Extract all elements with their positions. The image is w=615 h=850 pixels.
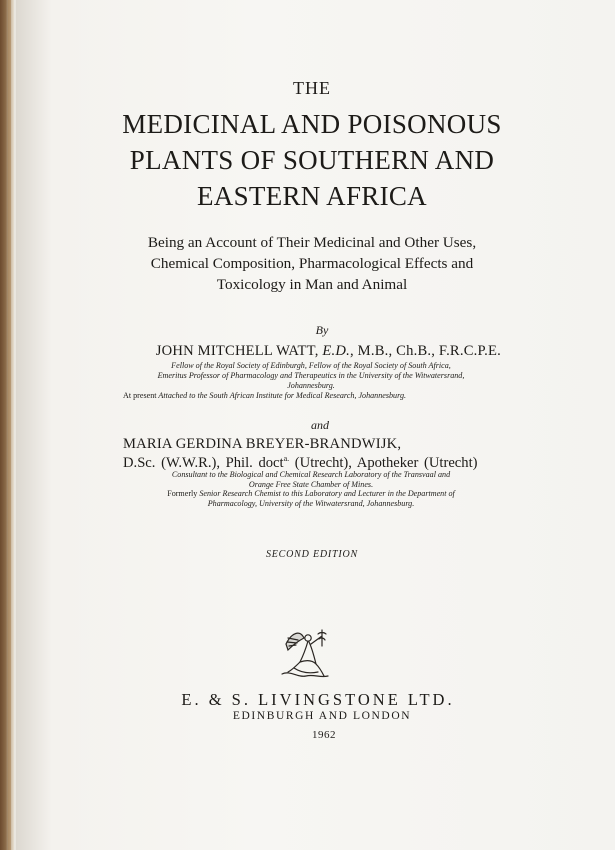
author-2-formerly-line-1 [121, 489, 501, 499]
author-2-formerly [121, 489, 501, 509]
title-the: THE [293, 78, 331, 98]
author-2-formerly-prefix: Formerly [167, 489, 198, 498]
subtitle-line-2: Chemical Composition, Pharmacological Effects and [150, 255, 474, 272]
author-2-name: MARIA GERDINA BREYER-BRANDWIJK, [123, 436, 402, 452]
title-page [16, 0, 615, 850]
publisher-name: E. & S. LIVINGSTONE LTD. [181, 690, 455, 709]
author-2-consultant [121, 470, 501, 490]
and-label: and [311, 418, 329, 432]
author-2-formerly-line-2: Pharmacology, University of the Witwatersrand, Johannesburg. [207, 499, 415, 509]
main-title-line-1: MEDICINAL AND POISONOUS [122, 109, 502, 139]
author-2-degrees-end: (Utrecht), Apotheker (Utrecht) [289, 454, 478, 471]
author-1-present-prefix: At present [123, 391, 157, 400]
author-1-ed: E.D. [322, 343, 350, 359]
subtitle-line-3: Toxicology in Man and Animal [216, 276, 408, 293]
author-2-degrees-start: D.Sc. (W.W.R.), Phil. doct [123, 454, 284, 471]
author-1-present [123, 391, 508, 401]
winged-figure-device-icon [278, 622, 332, 680]
publisher-cities: EDINBURGH AND LONDON [232, 710, 412, 722]
main-title [32, 106, 592, 214]
author-2-degree-sup: a. [283, 454, 290, 463]
main-title-line-3: EASTERN AFRICA [197, 181, 427, 211]
subtitle [32, 232, 592, 295]
author-1-fellowships [121, 361, 501, 392]
board-edge [8, 0, 11, 850]
author-1-fellow-line-2: Emeritus Professor of Pharmacology and Therapeutics in the University of the Witwatersrand, [157, 371, 465, 381]
by-label: By [315, 323, 329, 337]
main-title-line-2: PLANTS OF SOUTHERN AND [129, 145, 495, 175]
author-2-consultant-line-2: Orange Free State Chamber of Mines. [248, 480, 374, 490]
edition-label: SECOND EDITION [265, 549, 359, 560]
author-2-formerly-text-1: Senior Research Chemist to this Laboratory and Lecturer in the Department of [199, 489, 455, 498]
author-1-degrees: , M.B., Ch.B., F.R.C.P.E. [349, 343, 501, 359]
author-1-present-text: Attached to the South African Institute for Medical Research, Johannesburg. [158, 391, 407, 400]
author-1-surname: JOHN MITCHELL WATT, [155, 343, 319, 359]
publication-year: 1962 [312, 729, 336, 741]
author-1-fellow-line-3: Johannesburg. [287, 381, 335, 391]
subtitle-line-1: Being an Account of Their Medicinal and Other Uses, [147, 234, 477, 251]
author-2-consultant-line-1: Consultant to the Biological and Chemical Research Laboratory of the Transvaal and [171, 470, 451, 479]
author-1-name [121, 343, 501, 360]
author-1-fellow-line-1: Fellow of the Royal Society of Edinburgh, Fellow of the Royal Society of South Africa, [171, 361, 451, 370]
book-spine [0, 0, 14, 850]
